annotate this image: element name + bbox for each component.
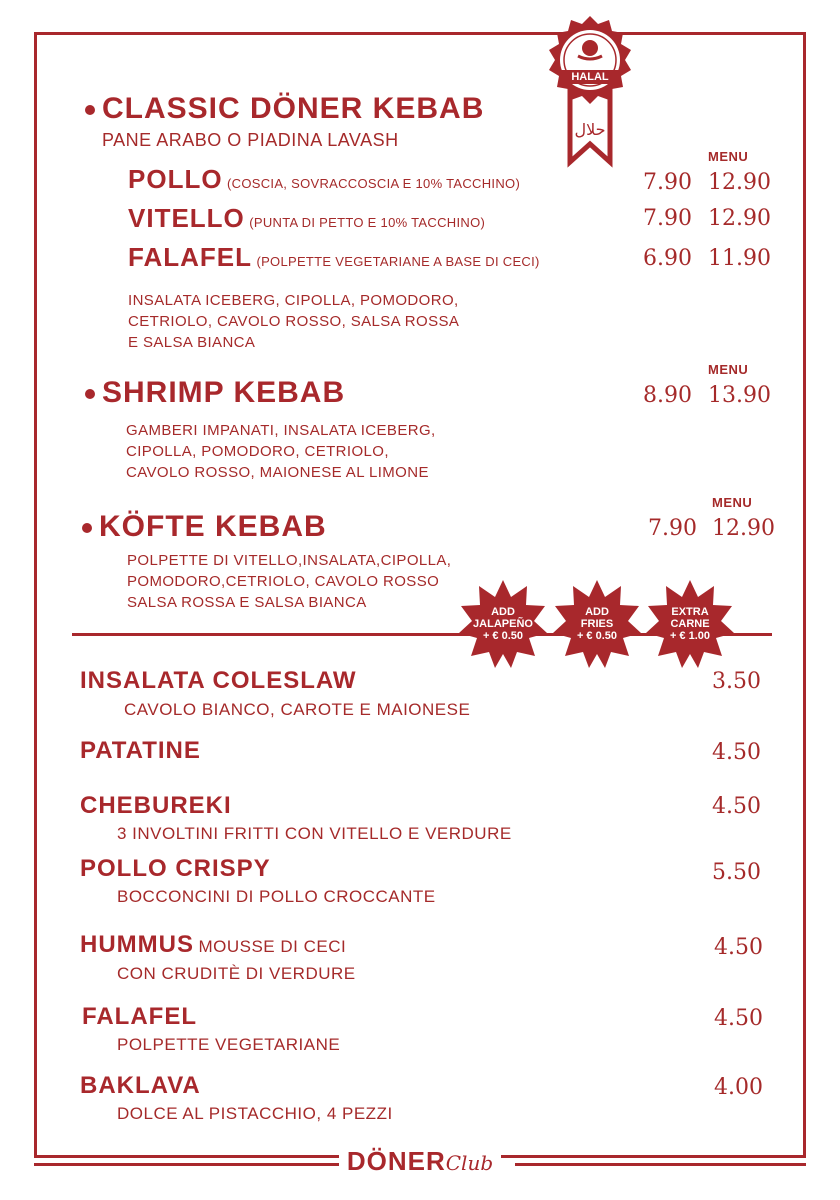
item-name: VITELLO bbox=[128, 203, 245, 233]
halal-seal-icon bbox=[540, 10, 640, 170]
classic-menu-label: MENU bbox=[708, 149, 749, 164]
shrimp-title: SHRIMP KEBAB bbox=[102, 376, 346, 409]
price: 7.90 bbox=[643, 170, 692, 195]
bullet bbox=[82, 523, 92, 533]
price: 6.90 bbox=[643, 246, 692, 271]
kofte-menu-label: MENU bbox=[712, 495, 753, 510]
item-note: (PUNTA DI PETTO E 10% TACCHINO) bbox=[249, 215, 486, 230]
item-note: (COSCIA, SOVRACCOSCIA E 10% TACCHINO) bbox=[227, 176, 521, 191]
side-price: 4.00 bbox=[714, 1075, 763, 1100]
side-price: 5.50 bbox=[712, 860, 761, 885]
side-description: CON CRUDITÈ DI VERDURE bbox=[117, 964, 356, 983]
menu-price: 11.90 bbox=[708, 246, 771, 271]
menu-price: 13.90 bbox=[708, 383, 771, 408]
item-name: FALAFEL bbox=[128, 242, 252, 272]
halal-label: HALAL bbox=[571, 71, 609, 83]
doner-club-logo bbox=[0, 1146, 840, 1177]
classic-item-vitello bbox=[128, 203, 485, 234]
classic-title: CLASSIC DÖNER KEBAB bbox=[102, 92, 485, 125]
menu-price: 12.90 bbox=[708, 170, 771, 195]
classic-description: INSALATA ICEBERG, CIPOLLA, POMODORO, CETRIOLO, CAVOLO ROSSO, SALSA ROSSA E SALSA BIANCA bbox=[128, 292, 460, 351]
side-price: 4.50 bbox=[712, 794, 761, 819]
side-price: 4.50 bbox=[714, 935, 763, 960]
side-description: 3 INVOLTINI FRITTI CON VITELLO E VERDURE bbox=[117, 824, 512, 843]
bullet bbox=[85, 105, 95, 115]
extra-line2: CARNE bbox=[670, 618, 710, 630]
classic-item-pollo bbox=[128, 164, 520, 195]
side-name: PATATINE bbox=[80, 737, 201, 764]
extra-fries-badge bbox=[553, 580, 641, 668]
bullet bbox=[85, 389, 95, 399]
side-name: CHEBUREKI bbox=[80, 792, 232, 819]
extra-carne-badge bbox=[646, 580, 734, 668]
extra-line3: + € 0.50 bbox=[482, 630, 524, 642]
logo-brand-script: Club bbox=[445, 1151, 494, 1175]
side-name: HUMMUS bbox=[80, 931, 194, 958]
side-price: 4.50 bbox=[714, 1006, 763, 1031]
side-name: POLLO CRISPY bbox=[80, 855, 271, 882]
classic-item-falafel bbox=[128, 242, 540, 273]
side-description: DOLCE AL PISTACCHIO, 4 PEZZI bbox=[117, 1104, 393, 1123]
extra-jalapeno-badge bbox=[459, 580, 547, 668]
item-name: POLLO bbox=[128, 164, 223, 194]
kofte-title: KÖFTE KEBAB bbox=[99, 510, 327, 543]
side-name: BAKLAVA bbox=[80, 1072, 201, 1099]
side-name: FALAFEL bbox=[82, 1003, 197, 1030]
side-description: BOCCONCINI DI POLLO CROCCANTE bbox=[117, 887, 436, 906]
side-description: POLPETTE VEGETARIANE bbox=[117, 1035, 341, 1054]
side-description: CAVOLO BIANCO, CAROTE E MAIONESE bbox=[124, 700, 471, 719]
logo-brand: DÖNER bbox=[346, 1146, 446, 1176]
extra-line1: ADD bbox=[491, 606, 515, 618]
halal-arabic: حلال bbox=[574, 120, 606, 139]
price: 7.90 bbox=[643, 206, 692, 231]
shrimp-menu-label: MENU bbox=[708, 362, 749, 377]
menu-price: 12.90 bbox=[708, 206, 771, 231]
side-price: 3.50 bbox=[712, 669, 761, 694]
extra-line1: ADD bbox=[585, 606, 609, 618]
price: 7.90 bbox=[648, 516, 697, 541]
extra-line2: FRIES bbox=[580, 618, 614, 630]
kofte-description: POLPETTE DI VITELLO,INSALATA,CIPOLLA, POMODORO,CETRIOLO, CAVOLO ROSSO SALSA ROSSA E SALSA BIANCA bbox=[127, 552, 452, 611]
classic-subtitle: PANE ARABO O PIADINA LAVASH bbox=[102, 130, 399, 150]
item-note: (POLPETTE VEGETARIANE A BASE DI CECI) bbox=[256, 254, 540, 269]
shrimp-description: GAMBERI IMPANATI, INSALATA ICEBERG, CIPOLLA, POMODORO, CETRIOLO, CAVOLO ROSSO, MAIONESE AL LIMONE bbox=[126, 422, 436, 481]
side-hummus-heading bbox=[80, 931, 346, 959]
extra-line3: + € 1.00 bbox=[669, 630, 711, 642]
side-price: 4.50 bbox=[712, 740, 761, 765]
price: 8.90 bbox=[643, 383, 692, 408]
side-inline-note: MOUSSE DI CECI bbox=[198, 937, 347, 956]
extra-line1: EXTRA bbox=[671, 606, 709, 618]
extra-line2: JALAPEÑO bbox=[473, 618, 533, 630]
menu-price: 12.90 bbox=[712, 516, 775, 541]
extra-line3: + € 0.50 bbox=[576, 630, 618, 642]
side-name: INSALATA COLESLAW bbox=[80, 667, 357, 694]
